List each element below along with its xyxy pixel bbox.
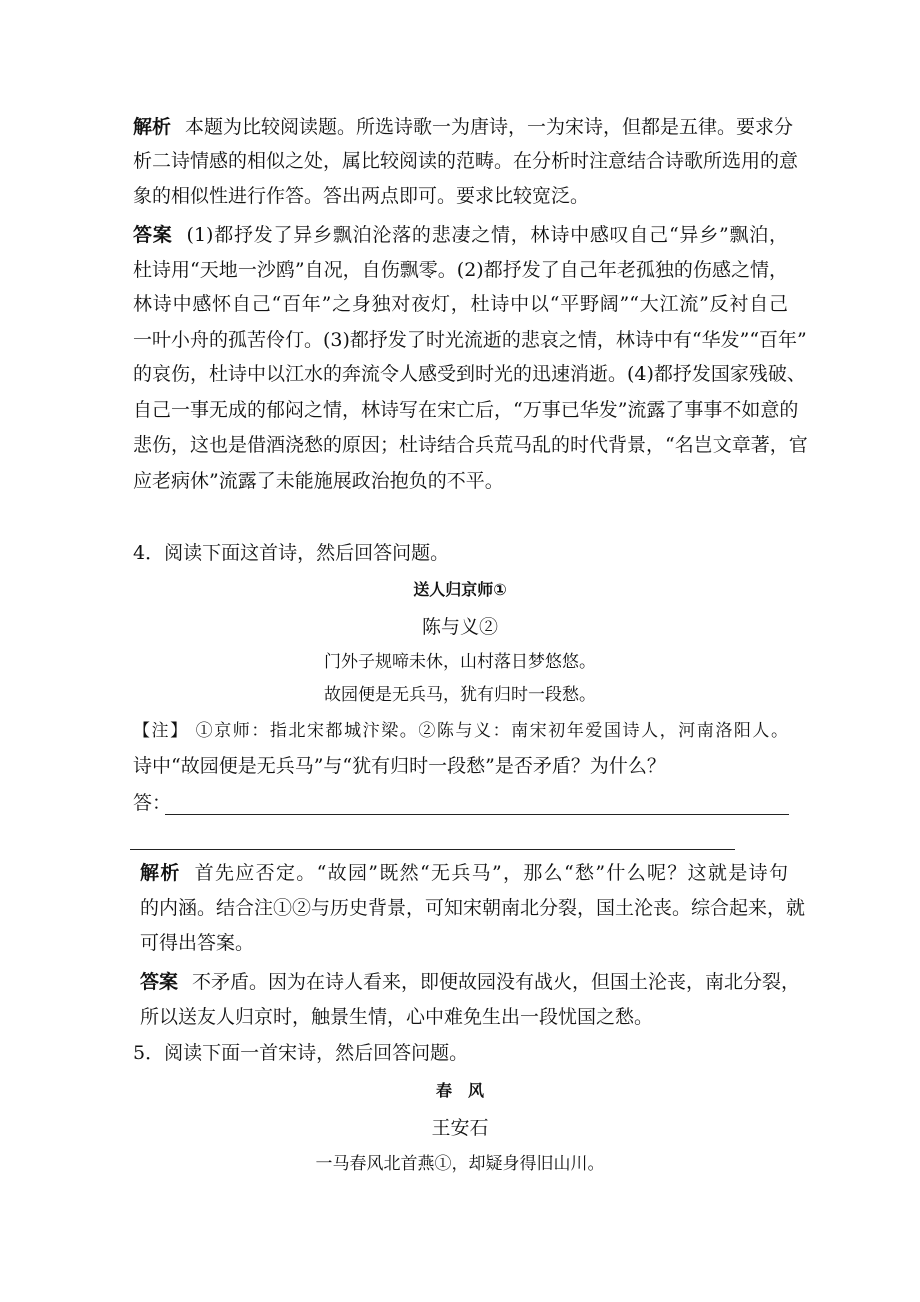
q3-analysis-line-3: 象的相似性进行作答。答出两点即可。要求比较宽泛。 xyxy=(133,185,590,207)
q4-poem-title: 送人归京师① xyxy=(413,580,507,599)
q4-poem-author: 陈与义② xyxy=(421,616,498,638)
q4-poem-line-1: 门外子规啼未休，山村落日梦悠悠。 xyxy=(324,652,596,672)
q4-poem-line-2: 故园便是无兵马，犹有归时一段愁。 xyxy=(324,685,596,705)
text: 不矛盾。因为在诗人看来，即便故园没有战火，但国土沦丧，南北分裂， xyxy=(192,971,801,993)
q4-prompt: 4．阅读下面这首诗，然后回答问题。 xyxy=(133,542,450,564)
q4-answer-line-2: 所以送友人归京时，触景生情，心中难免生出一段忧国之愁。 xyxy=(140,1006,654,1028)
q3-analysis-line-1 xyxy=(133,115,794,139)
q5-prompt: 5．阅读下面一首宋诗，然后回答问题。 xyxy=(133,1042,469,1064)
text: 首先应否定。“故园”既然“无兵马”，那么“愁”什么呢？这就是诗句 xyxy=(194,862,788,884)
answer-label: 答案 xyxy=(140,971,179,993)
q3-answer-line-7: 悲伤，这也是借酒浇愁的原因；杜诗结合兵荒马乱的时代背景，“名岂文章著，官 xyxy=(133,434,808,456)
q3-answer-line-2: 杜诗用“天地一沙鸥”自况，自伤飘零。(2)都抒发了自己年老孤独的伤感之情， xyxy=(133,259,788,281)
q4-analysis-line-1 xyxy=(140,861,788,885)
analysis-label: 解析 xyxy=(133,116,172,138)
q3-answer-line-4: 一叶小舟的孤苦伶仃。(3)都抒发了时光流逝的悲哀之情，林诗中有“华发”“百年” xyxy=(133,329,807,351)
q3-answer-line-3: 林诗中感怀自己“百年”之身独对夜灯，杜诗中以“平野阔”“大江流”反衬自己 xyxy=(133,293,788,315)
q4-answer-line-1 xyxy=(140,970,801,994)
text: 本题为比较阅读题。所选诗歌一为唐诗，一为宋诗，但都是五律。要求分 xyxy=(185,116,794,138)
q3-answer-line-5: 的哀伤，杜诗中以江水的奔流令人感受到时光的迅速消逝。(4)都抒发国家残破、 xyxy=(133,363,806,385)
answer-line-2[interactable] xyxy=(130,849,735,850)
q3-answer-line-8: 应老病休”流露了未能施展政治抱负的不平。 xyxy=(133,470,504,492)
q5-poem-title: 春 风 xyxy=(435,1081,484,1100)
q4-analysis-line-2: 的内涵。结合注①②与历史背景，可知宋朝南北分裂，国土沦丧。综合起来，就 xyxy=(140,897,806,919)
analysis-label: 解析 xyxy=(140,862,181,884)
q5-poem-line-1: 一马春风北首燕①，却疑身得旧山川。 xyxy=(315,1154,605,1174)
q4-answer-prefix: 答： xyxy=(133,792,172,814)
q5-poem-author: 王安石 xyxy=(431,1117,489,1139)
q4-analysis-line-3: 可得出答案。 xyxy=(140,932,255,954)
answer-label: 答案 xyxy=(133,224,173,246)
q4-question: 诗中“故园便是无兵马”与“犹有归时一段愁”是否矛盾？为什么？ xyxy=(133,755,666,777)
answer-line-1[interactable] xyxy=(165,814,789,815)
q3-answer-line-1 xyxy=(133,223,788,247)
q4-note: 【注】 ①京师：指北宋都城汴梁。②陈与义：南宋初年爱国诗人，河南洛阳人。 xyxy=(133,721,788,741)
q3-answer-line-6: 自己一事无成的郁闷之情，林诗写在宋亡后，“万事已华发”流露了事事不如意的 xyxy=(133,399,799,421)
text: (1)都抒发了异乡飘泊沦落的悲凄之情，林诗中感叹自己“异乡”飘泊， xyxy=(186,224,788,246)
q3-analysis-line-2: 析二诗情感的相似之处，属比较阅读的范畴。在分析时注意结合诗歌所选用的意 xyxy=(133,150,799,172)
